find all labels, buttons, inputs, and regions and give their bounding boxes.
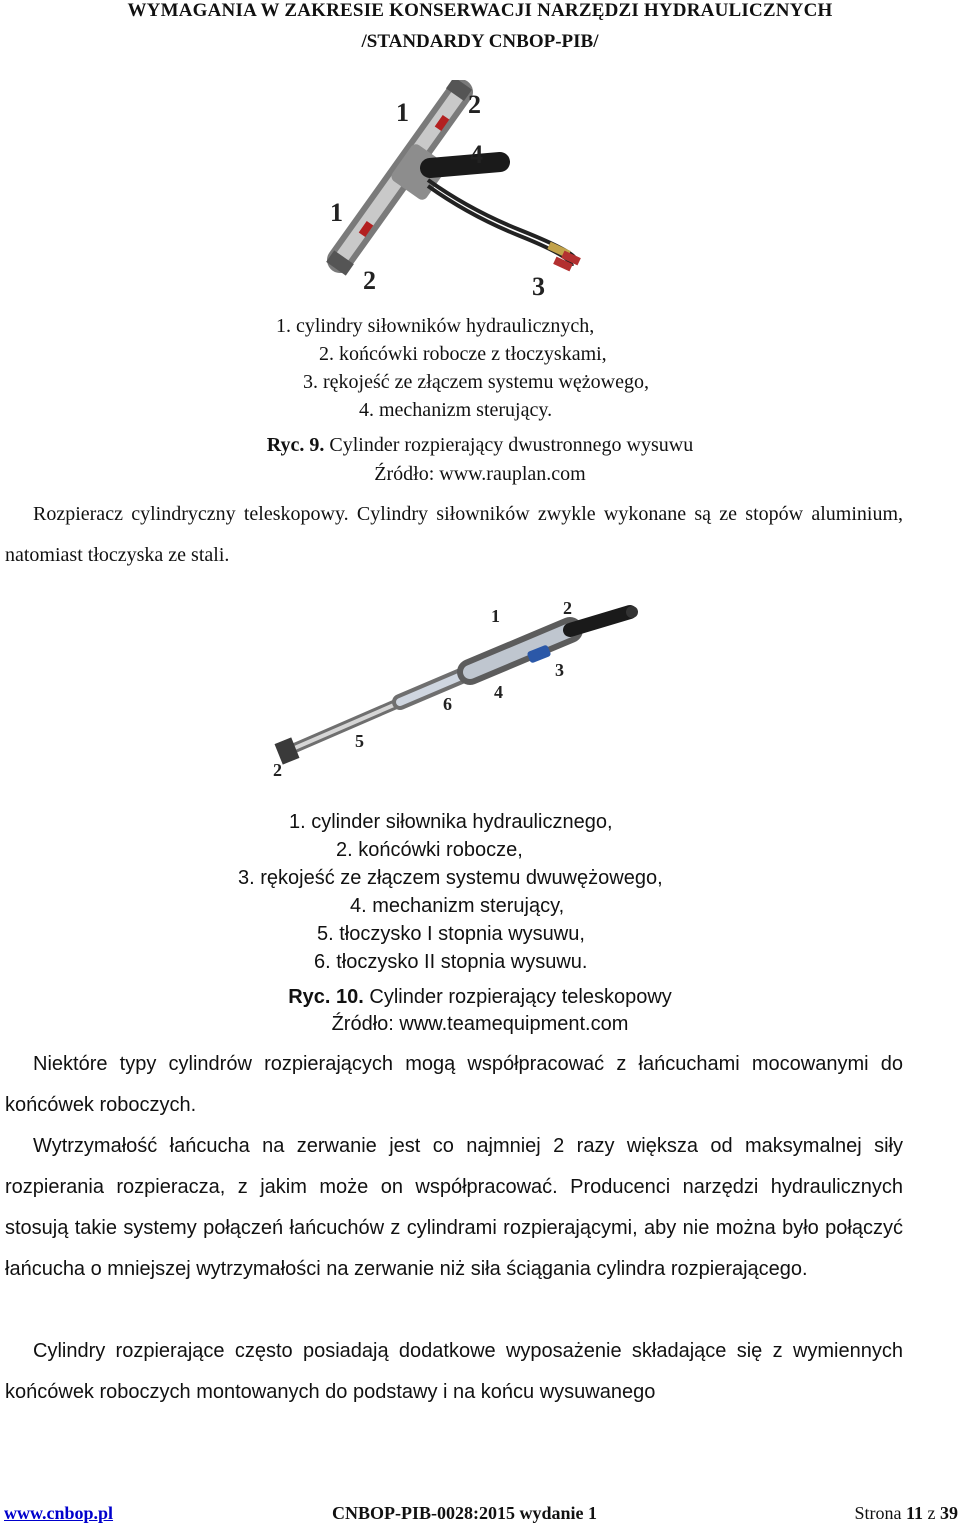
fig9-label: 2 — [468, 90, 481, 119]
page-footer — [0, 1503, 960, 1525]
figure-10-source: Źródło: www.teamequipment.com — [331, 1013, 629, 1035]
caption-prefix: Ryc. 10. — [288, 986, 364, 1008]
fig10-label: 2 — [563, 598, 572, 618]
paragraph-2-text: Niektóre typy cylindrów rozpierających mogą współpracować z łańcuchami mocowanymi do końcówek roboczych. — [5, 1053, 903, 1116]
figure-9-illustration — [310, 80, 610, 300]
caption-text: Cylinder rozpierający dwustronnego wysuwu — [329, 434, 694, 456]
legend-item: 4. mechanizm sterujący. — [359, 399, 553, 421]
legend-item: 5. tłoczysko I stopnia wysuwu, — [317, 923, 585, 945]
legend-item: 6. tłoczysko II stopnia wysuwu. — [314, 951, 588, 973]
figure-10-illustration — [270, 600, 660, 780]
fig9-label: 3 — [532, 272, 545, 301]
page-header-title: WYMAGANIA W ZAKRESIE KONSERWACJI NARZĘDZI HYDRAULICZNYCH — [127, 0, 833, 21]
fig10-label: 6 — [443, 694, 452, 714]
fig10-label: 3 — [555, 660, 564, 680]
legend-item: 3. rękojeść ze złączem systemu dwuwężowego, — [238, 867, 663, 889]
legend-item: 3. rękojeść ze złączem systemu wężowego, — [303, 371, 649, 393]
fig9-label: 4 — [470, 140, 483, 169]
footer-document-id: CNBOP-PIB-0028:2015 wydanie 1 — [332, 1503, 597, 1523]
paragraph-3-text: Wytrzymałość łańcucha na zerwanie jest co najmniej 2 razy większa od maksymalnej siły rozpierania rozpieracza, z jakim może on współpracować. Producenci narzędzi hydraulicznych stosują takie systemy połączeń łańcuchów z cylindrami rozpierającymi, aby nie można było połączyć łańcucha o mniejszej wytrzymałości na zerwanie niż siła ściągania cylindra rozpierającego. — [5, 1135, 903, 1280]
legend-item: 2. końcówki robocze, — [336, 839, 523, 861]
figure-10-legend — [0, 808, 960, 976]
legend-item: 1. cylindry siłowników hydraulicznych, — [276, 315, 595, 337]
paragraph-1 — [5, 494, 903, 576]
figure-9-caption — [0, 433, 960, 457]
caption-text: Cylinder rozpierający teleskopowy — [369, 986, 672, 1008]
legend-item: 2. końcówki robocze z tłoczyskami, — [319, 343, 607, 365]
fig9-label: 1 — [330, 198, 343, 227]
page-header-subtitle: /STANDARDY CNBOP-PIB/ — [361, 31, 599, 52]
figure-10-caption — [0, 985, 960, 1009]
figure-9-source: Źródło: www.rauplan.com — [374, 463, 586, 485]
fig9-label: 2 — [363, 266, 376, 295]
footer-link[interactable]: www.cnbop.pl — [4, 1503, 114, 1523]
paragraph-1-text: Rozpieracz cylindryczny teleskopowy. Cylindry siłowników zwykle wykonane są ze stopów aluminium, natomiast tłoczyska ze stali. — [5, 503, 903, 566]
fig10-label: 4 — [494, 682, 503, 702]
paragraph-3 — [5, 1126, 903, 1290]
paragraph-4 — [5, 1331, 903, 1413]
fig10-label: 2 — [273, 760, 282, 780]
footer-page-number: Strona 11 z 39 — [854, 1503, 958, 1523]
legend-item: 1. cylinder siłownika hydraulicznego, — [289, 811, 613, 833]
legend-item: 4. mechanizm sterujący, — [350, 895, 565, 917]
paragraph-2 — [5, 1044, 903, 1126]
fig10-label: 5 — [355, 731, 364, 751]
paragraph-4-text: Cylindry rozpierające często posiadają dodatkowe wyposażenie składające się z wymiennych końcówek roboczych montowanych do podstawy i na końcu wysuwanego — [5, 1340, 903, 1403]
fig10-label: 1 — [491, 606, 500, 626]
caption-prefix: Ryc. 9. — [266, 434, 325, 456]
figure-9-legend — [250, 312, 750, 424]
fig9-label: 1 — [396, 98, 409, 127]
